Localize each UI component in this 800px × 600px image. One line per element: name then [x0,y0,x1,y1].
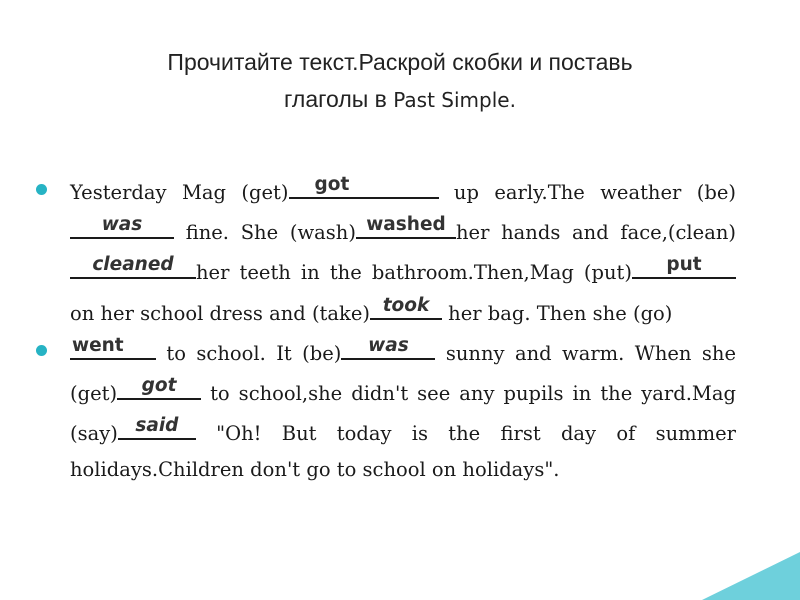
decorative-corner [702,552,800,600]
answer-said: said [135,415,179,437]
text-segment: to school. It (be) [156,341,342,365]
answer-got: got [141,375,177,397]
answer-blank [356,211,456,239]
answer-blank [117,372,201,400]
bullet-icon [36,345,47,356]
title-line-2-text: глаголы в [284,86,394,112]
answer-washed: washed [366,214,446,236]
title-line-2 [0,81,800,119]
text-segment: up early.The weather (be) [438,181,736,204]
answer-blank [370,292,442,320]
text-segment: her teeth in the bathroom.Then,Mag (put) [196,261,632,285]
text-segment: her hands and face,(clean) [455,221,736,245]
answer-blank [118,412,196,440]
slide-title [0,44,800,119]
answer-put: put [666,254,702,276]
text-segment: to school,she didn't see any pupils in the yard.Mag (say) [70,382,736,446]
paragraph-1 [36,171,736,332]
title-past-simple: Past Simple. [393,88,516,112]
title-line-1: Прочитайте текст.Раскрой скобки и поставь [167,49,633,75]
answer-took: took [382,294,430,316]
answer-blank [70,251,196,279]
text-segment: "Oh! But today is the first day of summer holidays.Children don't go to school on holidays". [70,422,736,482]
exercise-text [36,171,736,489]
text-segment: on her school dress and (take) [70,301,370,325]
answer-went: went [72,334,124,356]
answer-blank [341,332,435,360]
paragraph-2 [36,332,736,489]
answer-blank [70,211,174,239]
answer-was: was [101,214,143,236]
answer-blank [632,251,736,279]
text-segment: Yesterday Mag (get) [70,181,289,204]
text-segment: her bag. Then she (go) [441,301,673,325]
answer-blank [289,171,439,199]
answer-got: got [314,174,350,195]
text-segment: fine. She (wash) [174,221,356,245]
answer-was: was [368,334,409,356]
bullet-icon [36,184,47,195]
text-segment: sunny and warm. When she (get) [70,341,736,406]
answer-cleaned: cleaned [92,254,174,276]
answer-blank [70,332,156,360]
